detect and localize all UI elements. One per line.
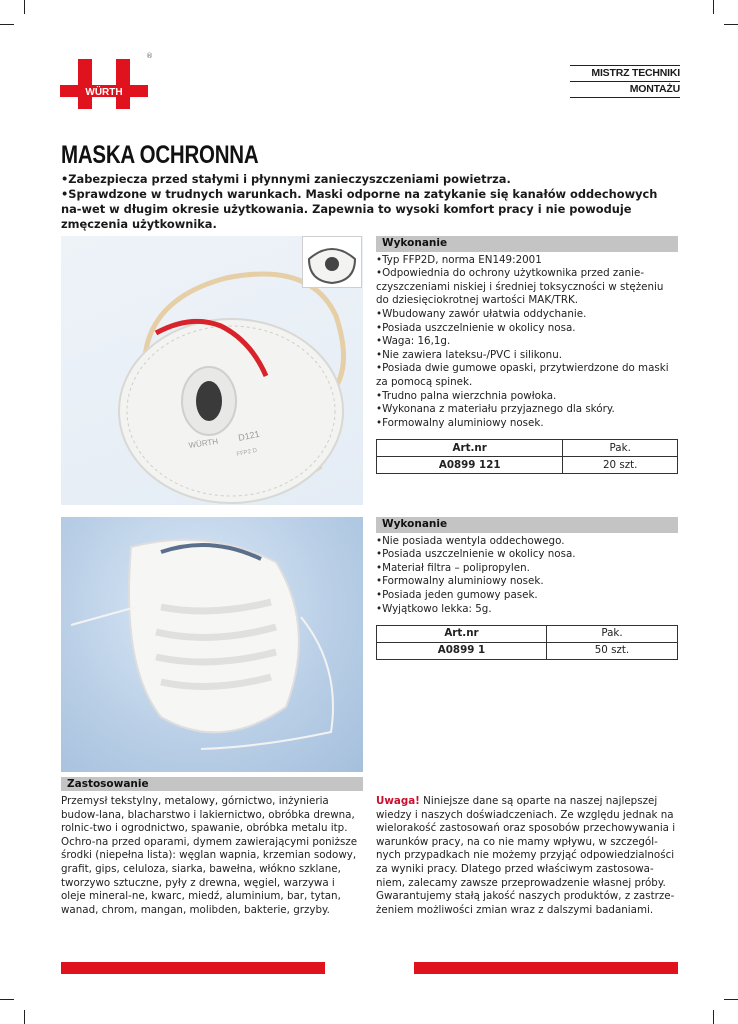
list-item: •Materiał filtra – polipropylen. (376, 561, 530, 574)
list-item: •Wbudowany zawór ułatwia oddychanie. (376, 307, 587, 320)
list-item: •Wyjątkowo lekka: 5g. (376, 602, 492, 615)
crop-mark (724, 24, 738, 25)
list-item: •Typ FFP2D, norma EN149:2001 (376, 253, 542, 266)
pack-qty: 50 szt. (546, 643, 677, 660)
table-header-pak: Pak. (563, 440, 678, 457)
intro-line2: •Sprawdzone w trudnych warunkach. Maski odporne na zatykanie się kanałów oddechowych na-wet w długim okresie użytkowania. Zapewnia to wysoki komfort pracy i nie powoduje zmęczenia użytkownika. (61, 187, 658, 231)
list-item: •Nie posiada wentyla oddechowego. (376, 534, 565, 547)
crop-mark (0, 999, 14, 1000)
intro-line1: •Zabezpiecza przed stałymi i płynnymi zanieczyszczeniami powietrza. (61, 172, 511, 186)
product1-details (376, 236, 678, 474)
crop-mark (24, 1010, 25, 1024)
table-header-art: Art.nr (377, 440, 563, 457)
list-item: •Formowalny aluminiowy nosek. (376, 416, 544, 429)
product1-features (376, 254, 678, 431)
list-item: •Odpowiednia do ochrony użytkownika przed zanie-czyszczeniami niskiej i średniej toksyczności w stężeniu do dziesięciokrotnej wartości MAK/TRK. (376, 267, 664, 307)
list-item: •Trudno palna wierzchnia powłoka. (376, 389, 557, 402)
uwaga-note (376, 795, 680, 917)
uwaga-label: Uwaga! (376, 795, 420, 807)
footer-bar-right (414, 962, 678, 974)
product2-details (376, 517, 678, 660)
product1-heading: Wykonanie (376, 236, 678, 252)
product2-table (376, 625, 678, 660)
list-item: •Posiada uszczelnienie w okolicy nosa. (376, 548, 576, 561)
art-number: A0899 1 (377, 643, 547, 660)
product2-features (376, 535, 678, 617)
zastosowanie-heading: Zastosowanie (61, 777, 363, 791)
mask-print-model: D121 (237, 428, 261, 443)
zastosowanie-text: Przemysł tekstylny, metalowy, górnictwo, inżynieria budow-lana, blacharstwo i lakiernictwo, obróbka drewna, rolnic-two i ogrodnictwo, spawanie, obróbka metalu itp. Ochro-na przed oparami, dymem zawierającymi poniższe środki (niepełna lista): węglan wapnia, krzemian sodowy, grafit, gips, celuloza, siarka, bawełna, włókno szklane, tworzywo sztuczne, pyły z drewna, węgiel, warzywa i oleje mineral-ne, kwarc, miedź, aluminium, bar, tytan, wanad, chrom, mangan, molibden, bakterie, grzyby. (61, 795, 358, 916)
list-item: •Wykonana z materiału przyjaznego dla skóry. (376, 403, 615, 416)
intro (61, 172, 681, 232)
mask-print-class: FFP2 D (236, 447, 258, 458)
wurth-logo (60, 57, 148, 109)
registered-mark: ® (146, 52, 153, 60)
product1-table (376, 439, 678, 474)
product-image-simple-mask (61, 517, 363, 772)
art-number: A0899 121 (377, 457, 563, 474)
table-header-art: Art.nr (377, 626, 547, 643)
crop-mark (713, 1010, 714, 1024)
list-item: •Posiada uszczelnienie w okolicy nosa. (376, 321, 576, 334)
list-item: •Waga: 16,1g. (376, 335, 451, 348)
crop-mark (0, 24, 14, 25)
footer-bar-left (61, 962, 325, 974)
crop-mark (24, 0, 25, 14)
tagline-line1: MISTRZ TECHNIKI (591, 67, 680, 79)
list-item: •Nie zawiera lateksu-/PVC i silikonu. (376, 348, 562, 361)
list-item: •Posiada jeden gumowy pasek. (376, 588, 538, 601)
table-header-pak: Pak. (546, 626, 677, 643)
logo-text: WÜRTH (85, 87, 123, 98)
tagline-line2: MONTAŻU (629, 83, 680, 95)
uwaga-text: Niniejsze dane są oparte na naszej najlepszej wiedzy i naszych doświadczeniach. Ze względu jednak na wielorakość zastosowań oraz sposobów przechowywania i warunków pracy, na co nie mamy wpływu, w szczegól-nych przypadkach nie możemy przyjąć odpowiedzialności za wyniki pracy. Dlatego przed właściwym zastosowa-niem, zalecamy zawsze przeprowadzenie własnej próby. Gwarantujemy stałą jakość naszych produktów, z zastrze-żeniem możliwości zmian wraz z dalszymi badaniami. (376, 795, 676, 916)
crop-mark (713, 0, 714, 14)
crop-mark (724, 999, 738, 1000)
product-thumbnail (302, 236, 362, 288)
page-title: MASKA OCHRONNA (61, 141, 259, 169)
product2-heading: Wykonanie (376, 517, 678, 533)
mask-print-brand: WÜRTH (188, 436, 219, 450)
pack-qty: 20 szt. (563, 457, 678, 474)
list-item: •Posiada dwie gumowe opaski, przytwierdzone do maski za pomocą spinek. (376, 362, 669, 388)
list-item: •Formowalny aluminiowy nosek. (376, 575, 544, 588)
tagline (570, 63, 680, 100)
